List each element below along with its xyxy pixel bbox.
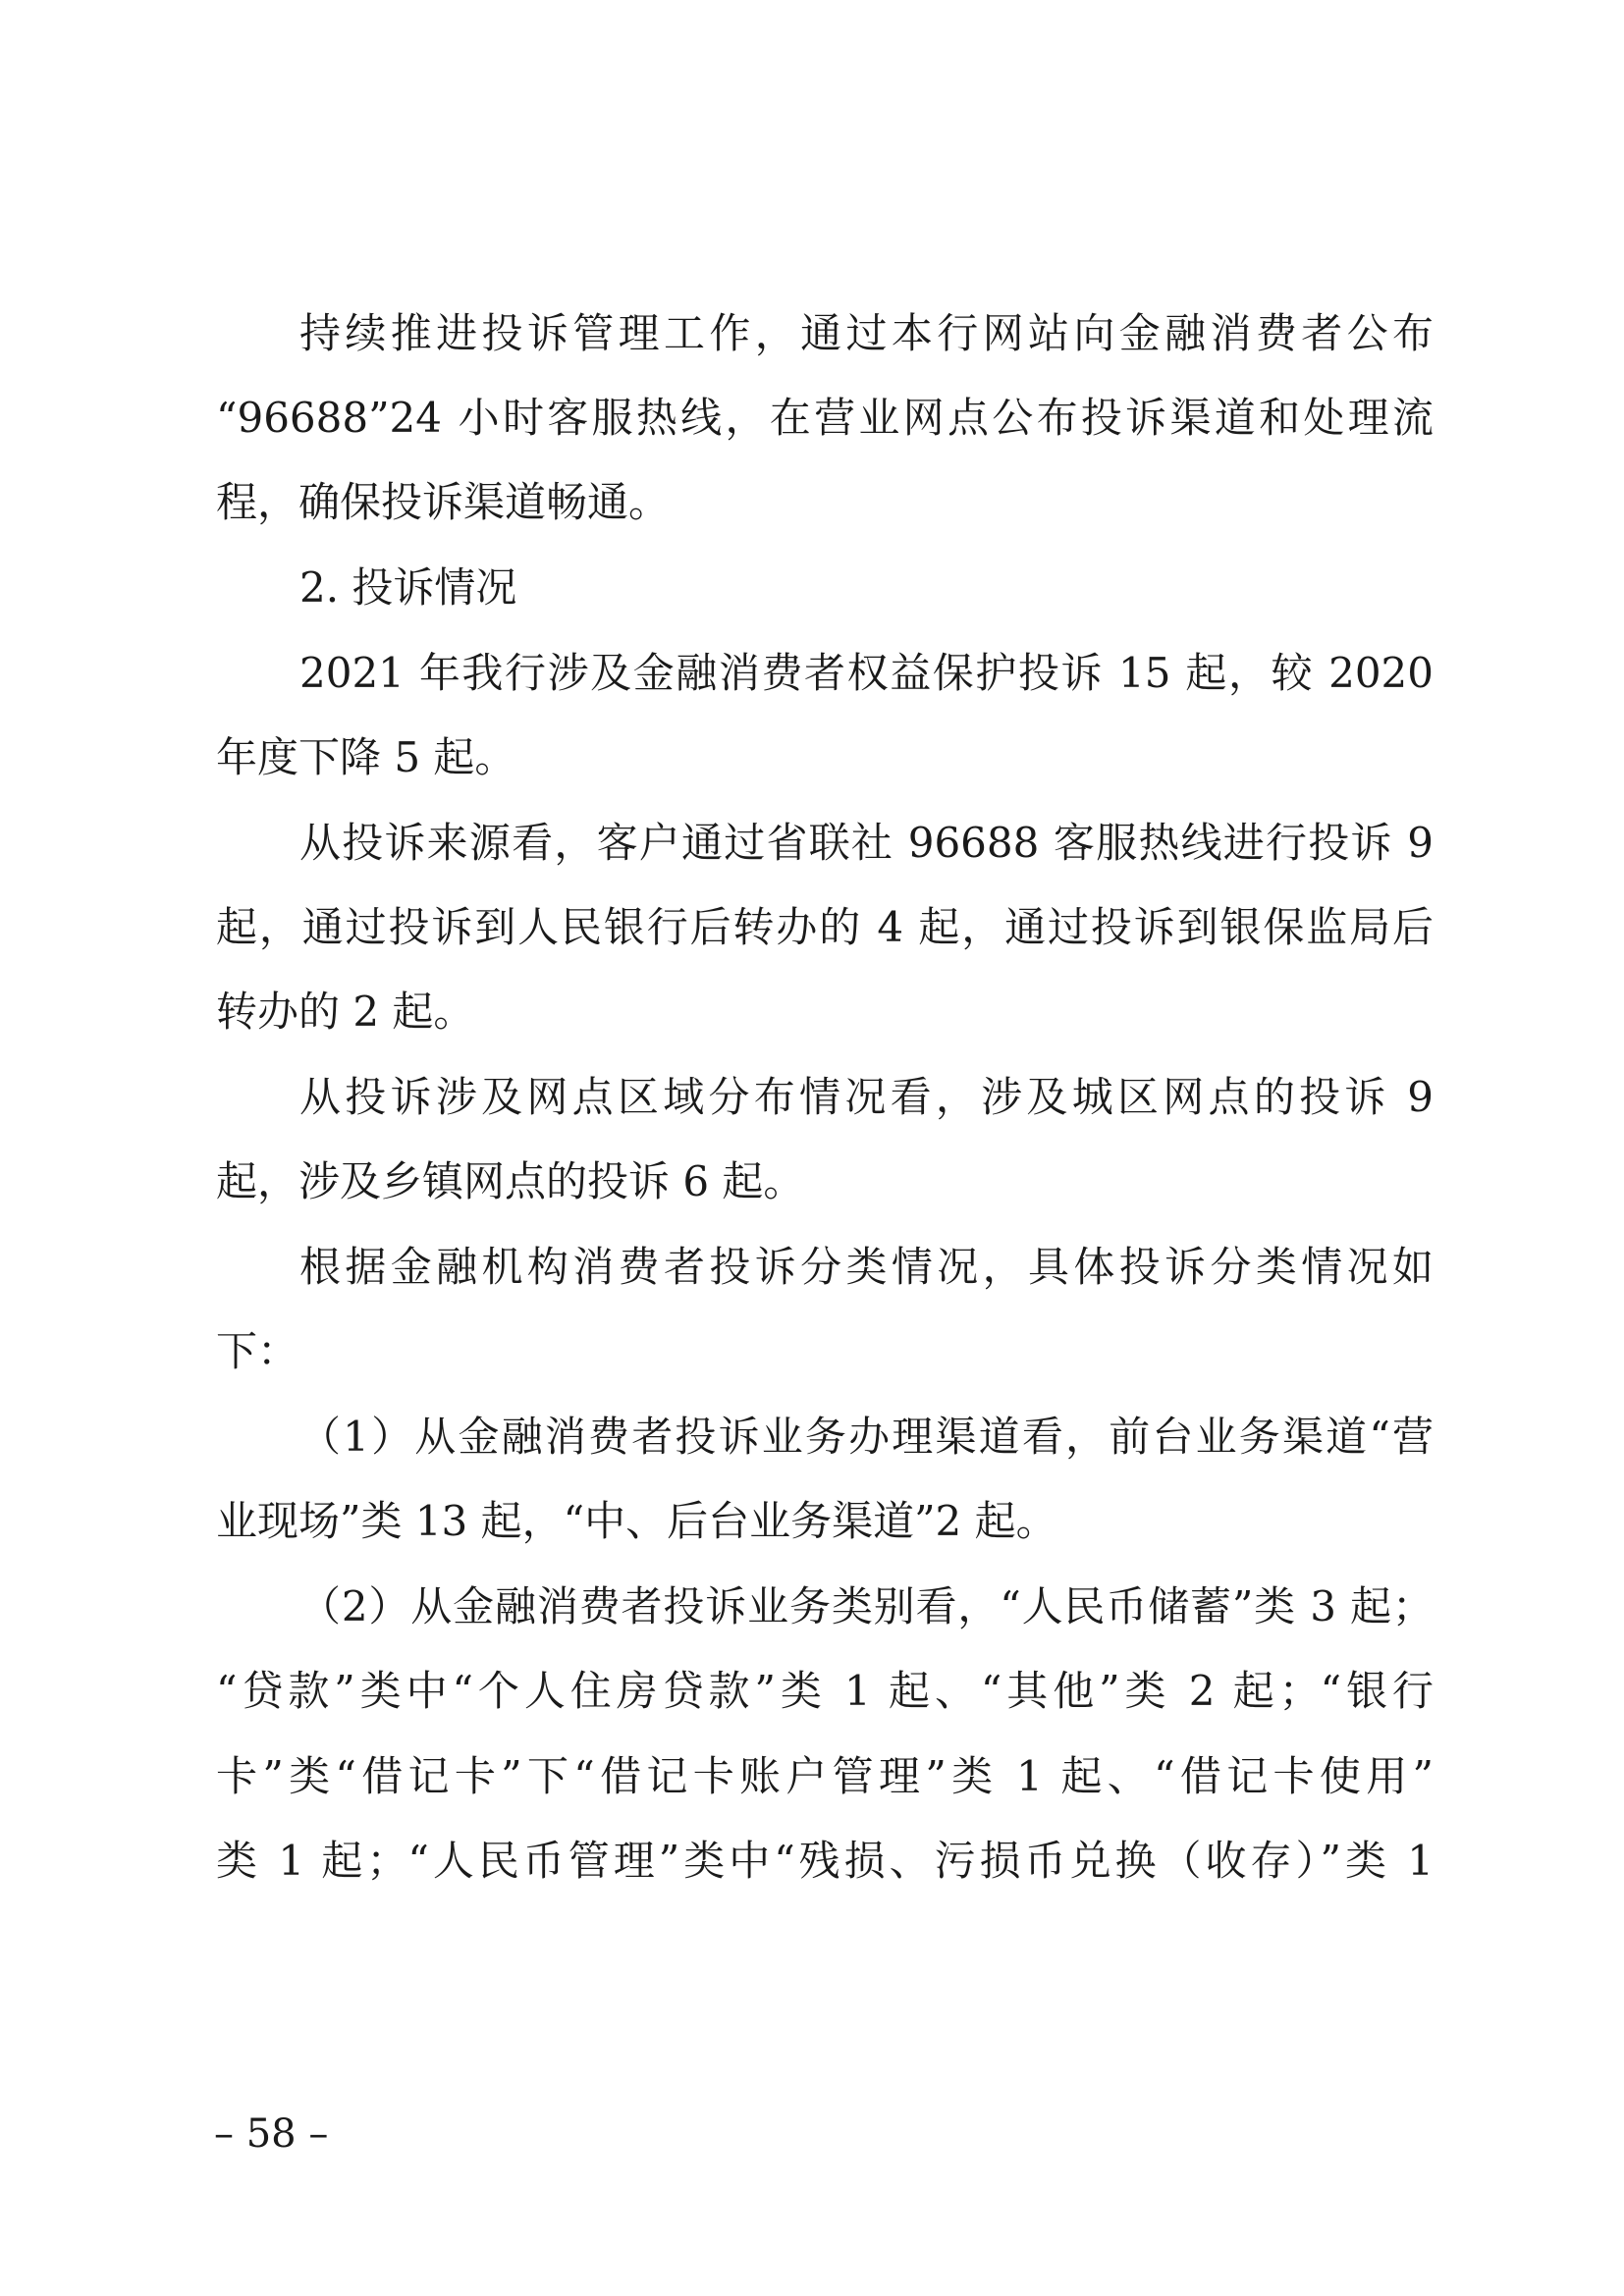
paragraph-line: 持续推进投诉管理工作，通过本行网站向金融消费者公布 bbox=[299, 309, 1434, 357]
section-heading: 2. 投诉情况 bbox=[299, 563, 517, 612]
paragraph-line: “96688”24 小时客服热线，在营业网点公布投诉渠道和处理流 bbox=[216, 394, 1434, 442]
paragraph-line: 从投诉来源看，客户通过省联社 96688 客服热线进行投诉 9 bbox=[299, 819, 1434, 867]
paragraph-line: （1）从金融消费者投诉业务办理渠道看，前台业务渠道“营 bbox=[299, 1413, 1434, 1461]
paragraph-line: 下： bbox=[216, 1327, 299, 1375]
paragraph-line: 从投诉涉及网点区域分布情况看，涉及城区网点的投诉 9 bbox=[299, 1073, 1434, 1121]
paragraph-line: 起，通过投诉到人民银行后转办的 4 起，通过投诉到银保监局后 bbox=[216, 903, 1434, 951]
paragraph-line: “贷款”类中“个人住房贷款”类 1 起、“其他”类 2 起；“银行 bbox=[216, 1667, 1434, 1715]
paragraph-line: 2021 年我行涉及金融消费者权益保护投诉 15 起，较 2020 bbox=[299, 649, 1434, 697]
paragraph-line: 转办的 2 起。 bbox=[216, 988, 475, 1036]
paragraph-line: 起，涉及乡镇网点的投诉 6 起。 bbox=[216, 1157, 805, 1205]
paragraph-line: （2）从金融消费者投诉业务类别看，“人民币储蓄”类 3 起； bbox=[299, 1582, 1434, 1630]
paragraph-line: 程，确保投诉渠道畅通。 bbox=[216, 478, 671, 526]
page-number: – 58 – bbox=[214, 2111, 329, 2157]
paragraph-line: 根据金融机构消费者投诉分类情况，具体投诉分类情况如 bbox=[299, 1243, 1434, 1291]
paragraph-line: 年度下降 5 起。 bbox=[216, 733, 516, 781]
paragraph-line: 类 1 起；“人民币管理”类中“残损、污损币兑换（收存）”类 1 bbox=[216, 1837, 1434, 1885]
paragraph-line: 卡”类“借记卡”下“借记卡账户管理”类 1 起、“借记卡使用” bbox=[216, 1752, 1434, 1800]
paragraph-line: 业现场”类 13 起，“中、后台业务渠道”2 起。 bbox=[216, 1497, 1057, 1545]
